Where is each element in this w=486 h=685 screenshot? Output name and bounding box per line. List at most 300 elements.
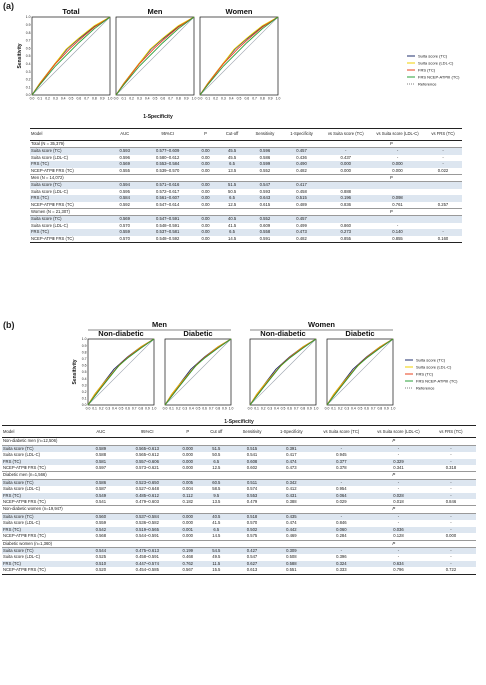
column-header: vs Suita score (TC)	[320, 129, 371, 141]
table-cell: 0.592	[119, 201, 130, 207]
x-tick-label: 1.0	[151, 406, 157, 411]
table-cell: -	[442, 154, 444, 160]
x-tick-label: 0.3	[182, 406, 188, 411]
group-row	[2, 472, 476, 479]
table-cell: 0.00	[201, 154, 210, 160]
legend-label-0: Suita score (TC)	[416, 357, 446, 363]
y-tick-label: 0.0	[25, 93, 31, 98]
reference-line	[165, 339, 231, 405]
table-cell: 0.000	[182, 465, 193, 471]
table-cell: 0.257	[437, 201, 449, 207]
group-row	[30, 141, 462, 148]
table-cell: 13.5	[228, 167, 237, 173]
table-cell: 0.570	[119, 222, 130, 228]
x-tick-label: 0.0	[113, 96, 119, 101]
table-cell: 0.482	[283, 236, 321, 243]
table-cell: 45.5	[228, 154, 237, 160]
table-cell: 0.561–0.607	[141, 195, 194, 201]
table-cell: 0.309	[271, 547, 311, 554]
table-cell: -	[397, 554, 400, 560]
table-cell: -	[396, 154, 399, 160]
group-title: Women	[308, 320, 335, 329]
table-cell: 0.00	[194, 195, 217, 201]
table-cell: 0.523–0.650	[119, 479, 176, 486]
table-cell: 0.00	[194, 182, 217, 189]
table-cell: 0.599	[247, 161, 282, 167]
x-tick-label: 0.2	[45, 96, 50, 101]
table-cell: 6.5	[217, 229, 247, 235]
y-axis-label: Sensitivity	[72, 359, 78, 385]
table-cell: 0.000	[445, 533, 457, 539]
table-cell	[320, 216, 371, 223]
column-header: AUC	[83, 426, 119, 438]
p-header: P	[312, 506, 476, 513]
table-cell: 58.5	[212, 486, 221, 492]
x-tick-label: 0.2	[98, 406, 104, 411]
table-cell: -	[424, 148, 462, 155]
group-row	[30, 175, 462, 182]
table-cell: Suita score (TC)	[2, 479, 83, 486]
table-cell: 0.324	[312, 561, 372, 567]
table-cell: -	[312, 445, 372, 452]
table-cell: FRS (TC)	[30, 229, 108, 235]
table-cell: 0.573–0.621	[135, 465, 159, 471]
table-cell: Suita score (TC)	[2, 547, 83, 554]
table-cell: 0.855	[320, 236, 371, 243]
table-cell: -	[424, 161, 462, 167]
table-cell: 0.00	[201, 188, 210, 194]
table-cell: 0.515	[283, 195, 321, 201]
table-cell: 0.112	[176, 493, 200, 499]
column-header: 1-Specificity	[283, 129, 321, 141]
legend-label-1: Suita score (LDL-C)	[416, 364, 452, 370]
x-tick-label: 0.3	[137, 96, 142, 101]
plot-title: Diabetic	[183, 329, 213, 338]
table-cell: 0.537–0.581	[141, 229, 194, 235]
table-cell: FRS (TC)	[2, 493, 83, 499]
reference-line	[32, 17, 110, 95]
column-header: Model	[2, 426, 83, 438]
table-cell: 0.396	[336, 554, 347, 560]
table-cell: -	[424, 229, 462, 235]
table-cell: 0.160	[424, 236, 462, 243]
y-tick-label: 0.4	[81, 376, 87, 381]
table-cell: 0.860	[340, 222, 351, 228]
table-row	[30, 148, 462, 155]
x-tick-label: 0.6	[125, 406, 130, 411]
table-cell: FRS (TC)	[30, 195, 108, 201]
table-cell: 0.541	[95, 499, 107, 505]
table-cell: 0.284	[336, 533, 347, 539]
y-tick-label: 1.0	[25, 15, 31, 20]
x-tick-label: 0.9	[99, 96, 105, 101]
table-cell: 0.00	[194, 236, 217, 243]
table-cell: 0.437	[340, 154, 351, 160]
table-cell: 0.609	[259, 222, 271, 228]
table-cell: NCEP-ATPⅢ FRS (TC)	[30, 236, 108, 243]
panel-a-label: (a)	[3, 1, 14, 11]
panel-b-label: (b)	[3, 320, 15, 330]
table-cell: 0.000	[182, 520, 193, 526]
column-header: vs FRS (TC)	[424, 129, 462, 141]
table-cell: 0.000	[182, 533, 193, 539]
table-cell: NCEP-ATPⅢ FRS (TC)	[3, 465, 46, 471]
group-label: Total (N = 35,379)	[30, 141, 320, 148]
table-cell: NCEP-ATPⅢ FRS (TC)	[3, 499, 46, 505]
table-cell: 0.499	[296, 222, 307, 228]
x-tick-label: 0.1	[205, 96, 211, 101]
table-cell: -	[450, 520, 452, 526]
table-cell: 0.00	[201, 167, 210, 173]
table-cell: 0.954	[336, 486, 347, 492]
table-cell: 0.475–0.613	[119, 547, 176, 554]
y-tick-label: 0.5	[25, 54, 31, 59]
table-cell: 0.000	[176, 513, 200, 520]
table-cell: 0.567	[176, 567, 200, 574]
table-cell	[371, 216, 424, 223]
plot-title: Diabetic	[345, 329, 375, 338]
table-cell: 0.447–0.574	[119, 561, 176, 567]
x-tick-label: 0.4	[228, 96, 234, 101]
x-tick-label: 0.7	[293, 406, 299, 411]
reference-line	[88, 339, 154, 405]
table-cell: 40.5	[217, 216, 247, 223]
plot-title: Total	[62, 7, 80, 16]
table-cell: -	[397, 452, 400, 458]
table-cell: 0.569	[108, 161, 141, 167]
y-tick-label: 0.9	[25, 23, 31, 27]
x-tick-label: 0.0	[247, 406, 253, 411]
table-cell: 0.568	[95, 533, 107, 539]
table-cell: 6.5	[200, 527, 233, 533]
table-cell: 0.574	[246, 486, 258, 492]
x-tick-label: 0.3	[105, 406, 111, 411]
table-cell: -	[371, 148, 424, 155]
x-tick-label: 0.1	[121, 96, 127, 101]
table-cell: 0.377	[312, 459, 372, 465]
table-cell: 0.762	[176, 561, 200, 567]
table-cell: 0.457	[283, 216, 321, 223]
x-tick-label: 0.6	[364, 406, 369, 411]
table-cell: 0.435	[271, 513, 311, 520]
y-tick-label: 0.9	[81, 343, 87, 348]
table-cell: 0.588	[95, 452, 107, 458]
column-header: 95%CI	[141, 129, 194, 141]
column-header: AUC	[108, 129, 141, 141]
table-cell: 0.391	[271, 445, 311, 452]
x-tick-label: 0.1	[254, 406, 259, 411]
table-cell: -	[397, 486, 400, 492]
x-tick-label: 0.1	[92, 406, 97, 411]
table-cell: 0.199	[176, 547, 200, 554]
column-header: Sensitivity	[247, 129, 282, 141]
table-cell: 54.5	[200, 547, 233, 554]
table-cell: -	[371, 547, 426, 554]
table-cell: 0.329	[371, 459, 426, 465]
y-tick-label: 0.3	[81, 383, 87, 388]
table-cell: 0.000	[371, 161, 424, 167]
table-cell: 0.559	[108, 229, 141, 235]
group-row	[30, 209, 462, 216]
table-cell: 0.547	[247, 182, 282, 189]
reference-line	[116, 17, 194, 95]
table-cell: 0.608	[233, 459, 271, 465]
table-cell: 0.593	[108, 148, 141, 155]
table-cell: Suita score (TC)	[30, 148, 108, 155]
table-cell: 0.846	[336, 520, 347, 526]
table-cell: Suita score (TC)	[2, 445, 83, 452]
table-cell: 0.634	[371, 561, 426, 567]
group-label: Women (N = 21,307)	[30, 209, 320, 216]
table-cell: 50.5	[228, 188, 237, 194]
table-cell: 0.596	[247, 148, 282, 155]
table-cell: -	[320, 148, 371, 155]
table-cell: 0.333	[312, 567, 372, 574]
table-cell: 0.558	[247, 229, 282, 235]
table-row	[2, 513, 476, 520]
table-cell: 6.5	[217, 195, 247, 201]
table-cell: 0.587	[95, 486, 107, 492]
column-header: vs Suita score (TC)	[312, 426, 372, 438]
table-cell: FRS (TC)	[30, 161, 108, 167]
table-cell: 0.555	[119, 167, 130, 173]
table-cell: -	[426, 561, 476, 567]
y-tick-label: 0.3	[25, 69, 31, 74]
table-cell: 0.581	[83, 459, 119, 465]
y-tick-label: 0.8	[25, 30, 31, 35]
table-cell: 0.547–0.614	[156, 201, 180, 207]
table-cell: 0.388	[286, 499, 297, 505]
x-tick-label: 0.8	[377, 406, 383, 411]
x-tick-label: 1.0	[390, 406, 396, 411]
plot-title: Non-diabetic	[98, 329, 144, 338]
table-cell: 0.128	[393, 533, 404, 539]
x-tick-label: 0.8	[215, 406, 221, 411]
table-row	[30, 168, 462, 175]
x-tick-label: 0.8	[138, 406, 144, 411]
legend-label-2: FRS (TC)	[416, 371, 434, 377]
table-cell: 0.547–0.591	[141, 216, 194, 223]
y-tick-label: 0.1	[25, 85, 31, 90]
table-cell: 0.559	[95, 520, 107, 526]
table-cell: 0.595	[119, 188, 130, 194]
table-cell: 0.436	[296, 154, 307, 160]
x-tick-label: 0.6	[76, 96, 82, 101]
table-cell: 0.722	[426, 567, 476, 574]
table-cell: 0.761	[392, 201, 403, 207]
legend-label-3: FRS NCEP-ATPIII (TC)	[418, 74, 460, 80]
table-cell: 14.5	[217, 236, 247, 243]
table-cell: 0.541	[246, 452, 258, 458]
table-cell: 0.565–0.612	[135, 452, 159, 458]
table-cell: 41.5	[228, 222, 237, 228]
x-tick-label: 0.4	[274, 406, 279, 411]
table-cell: 0.596	[119, 154, 130, 160]
xaxis-title-row	[2, 419, 476, 426]
plot-title: Men	[147, 7, 163, 16]
table-cell: 0.560	[83, 513, 119, 520]
table-cell: 0.627	[233, 561, 271, 567]
table-cell: 0.643	[247, 195, 282, 201]
table-cell: 0.544	[83, 547, 119, 554]
table-cell: 0.836	[340, 201, 351, 207]
table-cell: 0.570	[108, 236, 141, 243]
table-cell: 0.036	[371, 527, 426, 533]
table-cell: 0.593	[259, 188, 271, 194]
table-cell: Suita score (LDL-C)	[3, 486, 41, 492]
table-cell: 0.584	[108, 195, 141, 201]
table-cell: 0.00	[194, 148, 217, 155]
p-header: P	[320, 175, 462, 182]
table-cell: -	[426, 547, 476, 554]
x-tick-label: 0.2	[260, 406, 266, 411]
x-tick-label: 0.7	[370, 406, 376, 411]
table-cell: 0.474	[286, 520, 297, 526]
column-header: 95%CI	[119, 426, 176, 438]
table-cell: 0.318	[445, 465, 457, 471]
table-cell: 11.5	[200, 561, 233, 567]
x-tick-label: 0.2	[337, 406, 343, 411]
y-tick-label: 0.6	[25, 46, 31, 51]
table-cell: 0.552	[259, 167, 271, 173]
column-header: Model	[30, 129, 108, 141]
roc-plot-1	[26, 7, 113, 101]
table-cell: 15.5	[200, 567, 233, 574]
column-header: 1-Specificity	[271, 426, 311, 438]
table-cell: 0.458–0.591	[135, 554, 159, 560]
x-tick-label: 0.9	[384, 406, 389, 411]
table-cell: Suita score (LDL-C)	[3, 520, 41, 526]
group-label: Diabetic women (n=1,360)	[2, 540, 312, 547]
x-tick-label: 0.2	[213, 96, 218, 101]
table-cell: 0.502	[233, 527, 271, 533]
table-cell: 49.5	[212, 554, 221, 560]
table-cell: 0.553	[233, 493, 271, 499]
table-cell: 0.542	[83, 527, 119, 533]
table-cell: -	[450, 452, 452, 458]
p-header: P	[312, 540, 476, 547]
table-cell: 0.548–0.591	[156, 222, 180, 228]
x-tick-label: 0.0	[162, 406, 168, 411]
table-cell: 0.342	[271, 479, 311, 486]
table-cell: 0.552	[247, 216, 282, 223]
table-cell: 0.588	[271, 561, 311, 567]
x-tick-label: 0.7	[131, 406, 137, 411]
x-tick-label: 0.4	[189, 406, 194, 411]
table-cell: Suita score (LDL-C)	[3, 452, 41, 458]
x-tick-label: 0.2	[175, 406, 181, 411]
x-tick-label: 0.9	[145, 406, 150, 411]
table-cell: 14.5	[212, 533, 221, 539]
table-cell: 0.525	[95, 554, 107, 560]
table-cell: 0.341	[393, 465, 404, 471]
table-cell: -	[397, 520, 400, 526]
table-cell: -	[450, 554, 452, 560]
x-tick-label: 1.0	[191, 96, 197, 101]
table-cell: 0.022	[437, 167, 449, 173]
x-tick-label: 0.0	[324, 406, 330, 411]
x-tick-label: 0.8	[176, 96, 181, 101]
x-tick-label: 0.8	[92, 96, 97, 101]
x-tick-label: 0.7	[168, 96, 173, 101]
group-row	[2, 506, 476, 513]
column-header: vs FRS (TC)	[426, 426, 476, 438]
table-cell: 0.431	[271, 493, 311, 499]
plot-title: Women	[225, 7, 253, 16]
table-cell: 0.551	[271, 567, 311, 574]
table-cell: 0.479	[246, 499, 258, 505]
column-header: P	[194, 129, 217, 141]
table-cell: 0.028	[371, 493, 426, 499]
reference-line	[200, 17, 278, 95]
table-cell: -	[312, 479, 372, 486]
table-cell: FRS (TC)	[2, 459, 83, 465]
x-tick-label: 0.7	[252, 96, 257, 101]
y-tick-label: 0.6	[81, 363, 87, 368]
table-cell: 0.511	[233, 479, 271, 486]
table-cell: 0.473	[286, 465, 297, 471]
table-row	[2, 445, 476, 452]
table-cell: -	[426, 445, 476, 452]
table-header-row	[30, 129, 462, 141]
table-cell: 0.580–0.612	[156, 154, 180, 160]
table-cell: 0.000	[392, 167, 403, 173]
y-tick-label: 0.1	[81, 396, 87, 401]
table-cell: 0.586	[259, 154, 271, 160]
table-cell: 12.5	[228, 201, 237, 207]
table-cell: 0.536–0.582	[135, 520, 159, 526]
table-cell: NCEP-ATPⅢ FRS (TC)	[31, 167, 74, 173]
y-tick-label: 0.7	[81, 357, 87, 361]
table-cell: 0.457	[283, 148, 321, 155]
y-tick-label: 0.2	[25, 77, 31, 82]
table-cell: 0.537–0.584	[119, 513, 176, 520]
y-tick-label: 0.7	[25, 38, 31, 43]
roc-plot-2	[163, 329, 234, 411]
table-cell: 0.855	[371, 236, 424, 243]
table-cell: 0.196	[320, 195, 371, 201]
x-tick-label: 0.4	[112, 406, 117, 411]
x-tick-label: 0.5	[280, 406, 286, 411]
table-cell: 0.468	[182, 554, 193, 560]
table-cell: 6.5	[217, 161, 247, 167]
table-cell: -	[450, 486, 452, 492]
reference-line	[250, 339, 316, 405]
table-cell: 0.001	[176, 527, 200, 533]
table-cell: 0.469	[286, 533, 297, 539]
table-cell: 0.520	[83, 567, 119, 574]
table-cell: 0.140	[371, 229, 424, 235]
table-row	[2, 533, 476, 540]
p-header: P	[320, 209, 462, 216]
table-cell: 0.575	[246, 533, 258, 539]
y-tick-label: 0.0	[81, 403, 87, 408]
x-tick-label: 0.7	[84, 96, 89, 101]
table-cell: 0.586	[83, 479, 119, 486]
table-cell: 9.5	[200, 493, 233, 499]
x-tick-label: 0.3	[221, 96, 226, 101]
table-cell: 0.510	[83, 561, 119, 567]
x-tick-label: 0.5	[357, 406, 363, 411]
table-cell: 0.060	[312, 527, 372, 533]
x-tick-label: 1.0	[228, 406, 234, 411]
table-cell: 0.00	[194, 229, 217, 235]
table-cell	[424, 182, 462, 189]
table-cell	[320, 182, 371, 189]
table-cell: 0.548–0.592	[141, 236, 194, 243]
x-tick-label: 0.5	[236, 96, 242, 101]
table-cell: Suita score (TC)	[30, 182, 108, 189]
